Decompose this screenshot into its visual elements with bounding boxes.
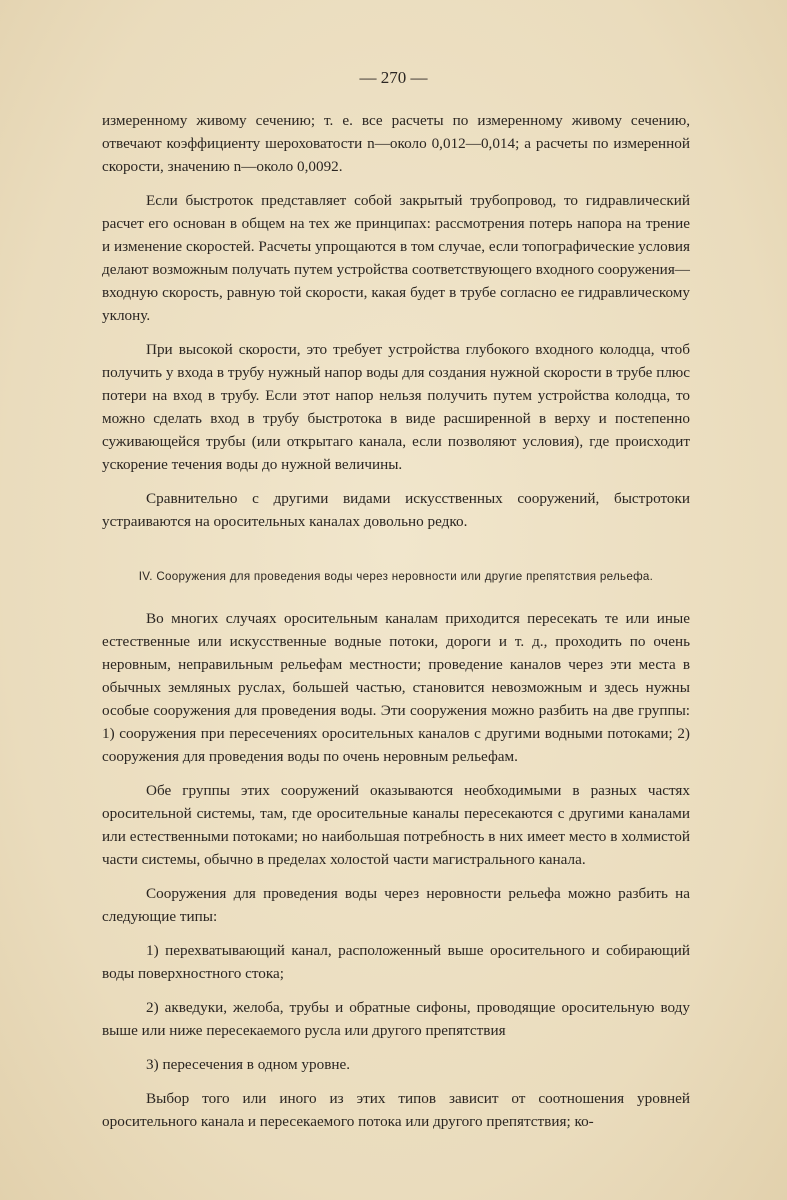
paragraph-choice: Выбор того или иного из этих типов зависит от соотношения уровней оросительного канала и пересекаемого потока или другого препятствия; ко- bbox=[102, 1090, 690, 1130]
paragraph-continuation: измеренному живому сечению; т. е. все расчеты по измеренному живому сечению, отвечают коэффициенту шероховатости n—около 0,012—0,014; а расчеты по измеренной скорости, значению n—около 0,0092. bbox=[102, 112, 690, 175]
paragraph-types-intro: Сооружения для проведения воды через неровности рельефа можно разбить на следующие типы: bbox=[102, 885, 690, 925]
list-item: 3) пересечения в одном уровне. bbox=[146, 1056, 351, 1073]
paragraph-high-velocity: При высокой скорости, это требует устройства глубокого входного колодца, чтоб получить у входа в трубу нужный напор воды для создания нужной скорости в трубе плюс потери на вход в трубу. Если этот напор нельзя получить путем устройства колодца, то можно сделать вход в трубу быстротока в виде расширенной в верху и постепенно суживающейся трубы (или открытаго канала, если позволяют условия), где происходит ускорение течения воды до нужной величины. bbox=[102, 341, 690, 473]
section-heading: IV. Сооружения для проведения воды через неровности или другие препятствия рельефа. bbox=[138, 570, 654, 583]
paragraph-crossings: Во многих случаях оросительным каналам приходится пересекать те или иные естественные или искусственные водные потоки, дороги и т. д., проходить по очень неровным, неправильным рельефам местности; проведение каналов через эти места в обычных земляных руслах, большей частью, становится невозможным и здесь нужны особые сооружения для проведения воды. Эти сооружения можно разбить на две группы: 1) сооружения при пересечениях оросительных каналов с другими водными потоками; 2) сооружения для проведения воды по очень неровным рельефам. bbox=[102, 610, 690, 765]
paragraph-both-groups: Обе группы этих сооружений оказываются необходимыми в разных частях оросительной системы, там, где оросительные каналы пересекаются с другими каналами или естественными потоками; но наибольшая потребность в них имеет место в холмистой части системы, обычно в пределах холостой части магистрального канала. bbox=[102, 782, 690, 868]
list-item: 1) перехватывающий канал, расположенный выше оросительного и собирающий воды поверхностного стока; bbox=[102, 942, 690, 982]
list-item: 2) акведуки, желоба, трубы и обратные сифоны, проводящие оросительную воду выше или ниже пересекаемого русла или другого препятствия bbox=[102, 999, 690, 1039]
page-number: — 270 — bbox=[359, 68, 428, 87]
paragraph-closed-pipe: Если быстроток представляет собой закрытый трубопровод, то гидравлический расчет его основан в общем на тех же принципах: рассмотрения потерь напора на трение и изменение скоростей. Расчеты упрощаются в том случае, если топографические условия делают возможным получать путем устройства соответствующего входного сооружения—входную скорость, равную той скорости, какая будет в трубе согласно ее гидравлическому уклону. bbox=[102, 192, 690, 324]
page-body bbox=[102, 109, 690, 1133]
paragraph-comparison: Сравнительно с другими видами искусственных сооружений, быстротоки устраиваются на оросительных каналах довольно редко. bbox=[102, 490, 690, 530]
